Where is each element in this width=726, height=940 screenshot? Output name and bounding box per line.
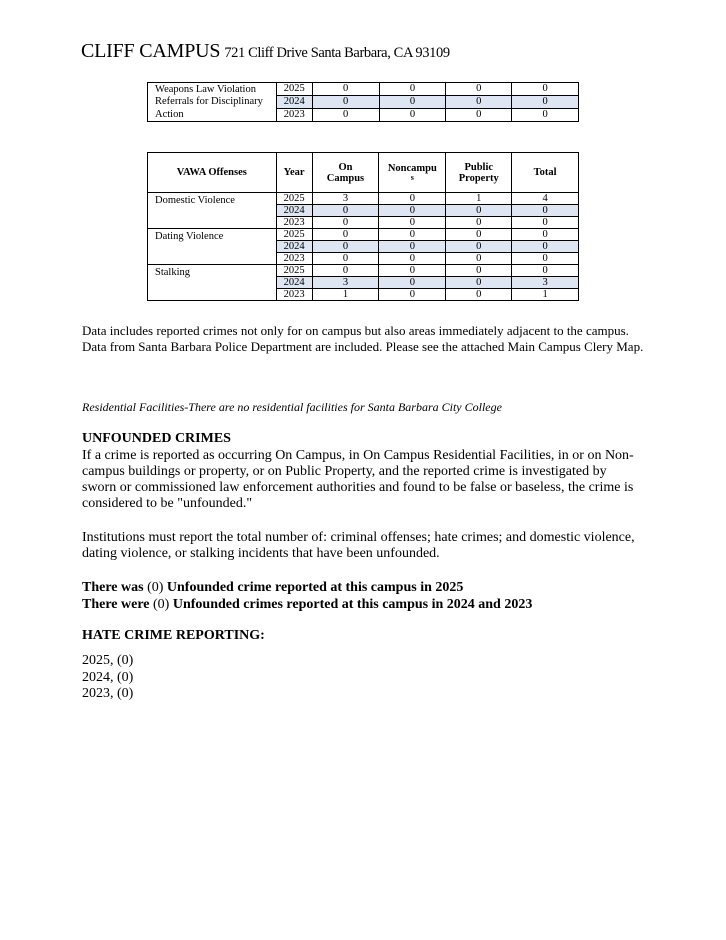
total-cell: 0 bbox=[512, 95, 579, 108]
count: (0) bbox=[147, 580, 164, 595]
on-campus-cell: 0 bbox=[312, 265, 379, 277]
year-cell: 2023 bbox=[276, 289, 312, 301]
text: There was bbox=[82, 580, 148, 595]
unfounded-line-2025 bbox=[82, 579, 682, 596]
campus-name: CLIFF CAMPUS bbox=[81, 40, 221, 62]
list-item: 2025, (0) bbox=[82, 653, 134, 668]
header-line: Property bbox=[458, 172, 499, 184]
public-property-cell: 0 bbox=[446, 229, 512, 241]
offense-label-line: Referrals for Disciplinary bbox=[155, 96, 263, 108]
table-header-row bbox=[148, 153, 579, 193]
header-line: Campus bbox=[326, 172, 365, 184]
year-cell: 2024 bbox=[276, 95, 312, 108]
header-line: s bbox=[410, 172, 414, 182]
header-line: On bbox=[338, 161, 353, 173]
public-property-cell: 0 bbox=[446, 289, 512, 301]
data-note: Data includes reported crimes not only for on campus but also areas immediately adjacent to the campus. Data from Santa Barbara Police Department are included. Please see the attached Main Campus Clery Map. bbox=[82, 323, 644, 354]
unfounded-line-2024-2023 bbox=[82, 596, 682, 613]
total-cell: 0 bbox=[512, 83, 579, 96]
offense-label: Domestic Violence bbox=[148, 193, 277, 229]
header-line: Public bbox=[464, 161, 494, 173]
public-property-cell: 0 bbox=[446, 253, 512, 265]
vawa-offenses-table bbox=[147, 152, 579, 301]
total-cell: 3 bbox=[512, 277, 579, 289]
year-cell: 2025 bbox=[276, 265, 312, 277]
on-campus-cell: 0 bbox=[312, 205, 379, 217]
total-cell: 4 bbox=[512, 193, 579, 205]
public-property-cell: 0 bbox=[446, 265, 512, 277]
year-cell: 2025 bbox=[276, 229, 312, 241]
noncampus-header bbox=[379, 153, 446, 193]
year-cell: 2024 bbox=[276, 241, 312, 253]
noncampus-cell: 0 bbox=[379, 83, 446, 96]
public-property-header bbox=[446, 153, 512, 193]
noncampus-cell: 0 bbox=[379, 277, 446, 289]
offense-label: Stalking bbox=[148, 265, 277, 301]
year-cell: 2025 bbox=[276, 83, 312, 96]
unfounded-body: If a crime is reported as occurring On Campus, in On Campus Residential Facilities, in or on Non-campus buildings or property, or on Public Property, and the reported crime is investigated by sworn or commissioned law enforcement authorities and found to be false or baseless, the crime is considered to be "unfounded." bbox=[82, 448, 634, 511]
page-header bbox=[81, 40, 450, 63]
list-item: 2023, (0) bbox=[82, 686, 134, 701]
vawa-offenses-header: VAWA Offenses bbox=[148, 153, 277, 193]
noncampus-cell: 0 bbox=[379, 253, 446, 265]
weapons-referrals-table bbox=[147, 82, 579, 122]
total-header: Total bbox=[512, 153, 579, 193]
residential-note: Residential Facilities-There are no residential facilities for Santa Barbara City College bbox=[82, 400, 502, 414]
campus-address: 721 Cliff Drive Santa Barbara, CA 93109 bbox=[224, 45, 450, 61]
noncampus-cell: 0 bbox=[379, 265, 446, 277]
noncampus-cell: 0 bbox=[379, 95, 446, 108]
public-property-cell: 0 bbox=[446, 205, 512, 217]
table-row bbox=[148, 193, 579, 205]
total-cell: 0 bbox=[512, 205, 579, 217]
public-property-cell: 0 bbox=[446, 217, 512, 229]
public-property-cell: 0 bbox=[446, 83, 512, 96]
year-cell: 2023 bbox=[276, 217, 312, 229]
year-cell: 2024 bbox=[276, 277, 312, 289]
header-line: Noncampu bbox=[387, 162, 437, 174]
noncampus-cell: 0 bbox=[379, 205, 446, 217]
total-cell: 0 bbox=[512, 265, 579, 277]
public-property-cell: 0 bbox=[446, 277, 512, 289]
total-cell: 0 bbox=[512, 229, 579, 241]
total-cell: 0 bbox=[512, 108, 579, 121]
hate-crime-list bbox=[82, 653, 652, 703]
table-row bbox=[148, 265, 579, 277]
noncampus-cell: 0 bbox=[379, 229, 446, 241]
on-campus-cell: 3 bbox=[312, 193, 379, 205]
list-item: 2024, (0) bbox=[82, 669, 134, 685]
on-campus-cell: 0 bbox=[312, 95, 379, 108]
public-property-cell: 0 bbox=[446, 95, 512, 108]
offense-label-line: Weapons Law Violation bbox=[155, 84, 256, 95]
on-campus-cell: 1 bbox=[312, 289, 379, 301]
on-campus-cell: 0 bbox=[312, 253, 379, 265]
unfounded-heading: UNFOUNDED CRIMES bbox=[82, 431, 231, 446]
on-campus-cell: 0 bbox=[312, 241, 379, 253]
offense-label-line: Action bbox=[155, 108, 184, 120]
table-row bbox=[148, 83, 579, 96]
text: Unfounded crimes reported at this campus in 2024 and 2023 bbox=[169, 597, 533, 612]
text: Unfounded crime reported at this campus in 2025 bbox=[163, 580, 464, 595]
public-property-cell: 0 bbox=[446, 241, 512, 253]
on-campus-cell: 0 bbox=[312, 229, 379, 241]
total-cell: 1 bbox=[512, 289, 579, 301]
year-cell: 2023 bbox=[276, 253, 312, 265]
on-campus-cell: 0 bbox=[312, 217, 379, 229]
count: (0) bbox=[153, 597, 170, 612]
noncampus-cell: 0 bbox=[379, 217, 446, 229]
total-cell: 0 bbox=[512, 241, 579, 253]
on-campus-header bbox=[312, 153, 379, 193]
noncampus-cell: 0 bbox=[379, 108, 446, 121]
noncampus-cell: 0 bbox=[379, 289, 446, 301]
institutions-note: Institutions must report the total number of: criminal offenses; hate crimes; and domestic violence, dating violence, or stalking incidents that have been unfounded. bbox=[82, 530, 635, 561]
year-header: Year bbox=[276, 153, 312, 193]
total-cell: 0 bbox=[512, 253, 579, 265]
on-campus-cell: 0 bbox=[312, 108, 379, 121]
hate-crime-heading: HATE CRIME REPORTING: bbox=[82, 628, 265, 643]
unfounded-summary bbox=[82, 579, 682, 613]
on-campus-cell: 3 bbox=[312, 277, 379, 289]
total-cell: 0 bbox=[512, 217, 579, 229]
on-campus-cell: 0 bbox=[312, 83, 379, 96]
text: There were bbox=[82, 597, 154, 612]
offense-label: Dating Violence bbox=[148, 229, 277, 265]
year-cell: 2023 bbox=[276, 108, 312, 121]
table-row bbox=[148, 229, 579, 241]
year-cell: 2025 bbox=[276, 193, 312, 205]
public-property-cell: 0 bbox=[446, 108, 512, 121]
offense-label bbox=[148, 83, 277, 122]
public-property-cell: 1 bbox=[446, 193, 512, 205]
noncampus-cell: 0 bbox=[379, 241, 446, 253]
noncampus-cell: 0 bbox=[379, 193, 446, 205]
year-cell: 2024 bbox=[276, 205, 312, 217]
